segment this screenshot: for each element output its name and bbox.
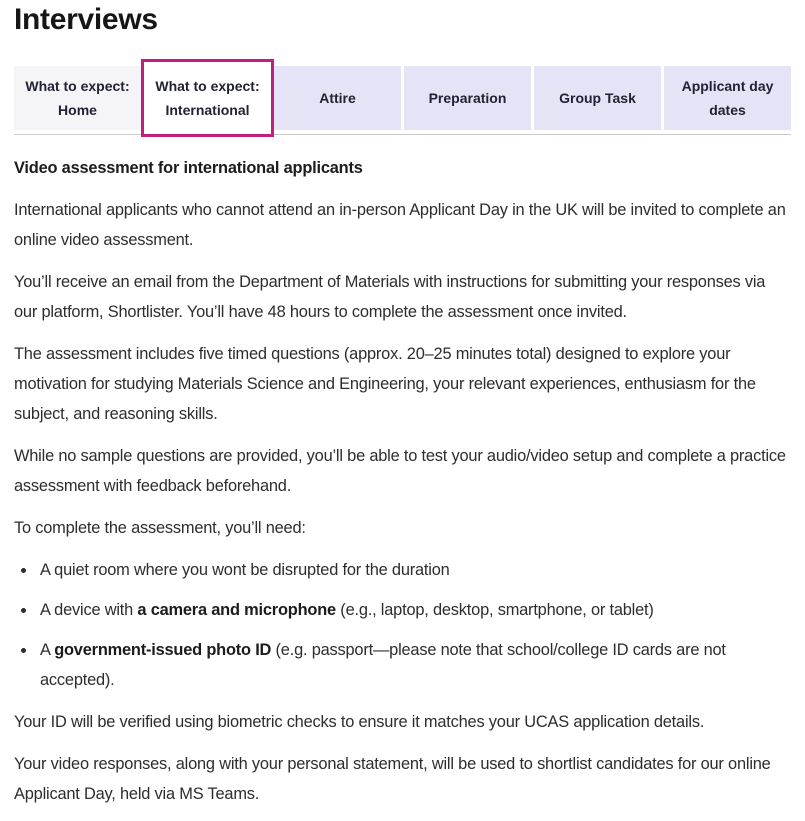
paragraph-id-verification: Your ID will be verified using biometric checks to ensure it matches your UCAS application details.	[14, 713, 705, 731]
tab-bar	[14, 59, 791, 137]
tab-group-task[interactable]: Group Task	[534, 66, 661, 130]
list-item-text: (e.g. passport—please note that school/college ID cards are not accepted).	[40, 641, 726, 689]
list-item-photo-id	[37, 635, 791, 695]
paragraph-assessment: The assessment includes five timed questions (approx. 20–25 minutes total) designed to explore your motivation for studying Materials Science and Engineering, your relevant experiences, enthusiasm for the subject, and reasoning skills.	[14, 345, 756, 423]
section-subheading: Video assessment for international applicants	[14, 159, 363, 177]
tab-what-to-expect-international[interactable]: What to expect: International	[141, 59, 274, 137]
tab-applicant-day-dates[interactable]: Applicant day dates	[664, 66, 791, 130]
requirements-list	[14, 555, 791, 695]
list-item-bold-text: government-issued photo ID	[54, 641, 272, 659]
page-title: Interviews	[14, 3, 158, 36]
tab-attire[interactable]: Attire	[274, 66, 401, 130]
list-intro: To complete the assessment, you’ll need:	[14, 519, 306, 537]
list-item-quiet-room	[37, 555, 791, 585]
paragraph-practice: While no sample questions are provided, you’ll be able to test your audio/video setup and complete a practice assessment with feedback beforehand.	[14, 447, 786, 495]
tab-what-to-expect-home[interactable]: What to expect: Home	[14, 66, 141, 130]
list-item-text: A quiet room where you wont be disrupted for the duration	[40, 561, 450, 579]
tab-list	[14, 59, 791, 137]
paragraph-shortlist: Your video responses, along with your personal statement, will be used to shortlist candidates for our online Applicant Day, held via MS Teams.	[14, 755, 771, 803]
paragraph-intro: International applicants who cannot attend an in-person Applicant Day in the UK will be invited to complete an online video assessment.	[14, 201, 786, 249]
list-item-text: A	[40, 641, 55, 659]
list-item-bold-text: a camera and microphone	[137, 601, 336, 619]
paragraph-email: You’ll receive an email from the Department of Materials with instructions for submitting your responses via our platform, Shortlister. You’ll have 48 hours to complete the assessment once invited.	[14, 273, 766, 321]
list-item-device	[37, 595, 791, 625]
list-item-text: A device with	[40, 601, 138, 619]
tab-panel-international	[14, 153, 791, 809]
list-item-text: (e.g., laptop, desktop, smartphone, or tablet)	[335, 601, 654, 619]
tab-preparation[interactable]: Preparation	[404, 66, 531, 130]
